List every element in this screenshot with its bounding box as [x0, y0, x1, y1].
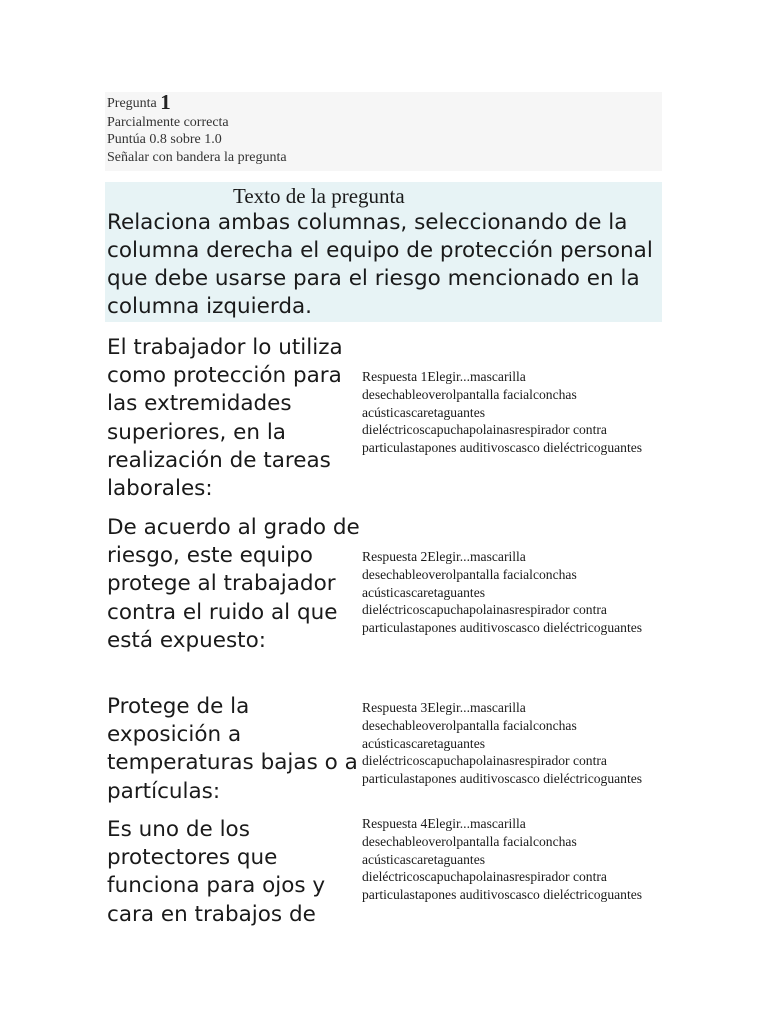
question-word: Pregunta — [107, 96, 157, 111]
question-label — [107, 90, 662, 114]
answer-select-4[interactable]: Respuesta 4Elegir...mascarilla desechableoverolpantalla facialconchas acústicascaretaguantes dieléctricoscapuchapolainasrespirador contra particulastapones auditivoscasco dieléctricoguantes — [362, 816, 643, 903]
match-premise: De acuerdo al grado de riesgo, este equipo protege al trabajador contra el ruido al que está expuesto: — [107, 515, 360, 653]
question-number: 1 — [160, 90, 171, 114]
question-text-heading: Texto de la pregunta — [233, 184, 405, 208]
question-status: Parcialmente correcta — [107, 114, 229, 130]
flag-question-link[interactable]: Señalar con bandera la pregunta — [107, 149, 287, 165]
question-info-panel — [105, 92, 662, 171]
match-premise: El trabajador lo utiliza como protección para las extremidades superiores, en la realización de tareas laborales: — [107, 335, 343, 502]
answer-select-2[interactable]: Respuesta 2Elegir...mascarilla desechableoverolpantalla facialconchas acústicascaretaguantes dieléctricoscapuchapolainasrespirador contra particulastapones auditivoscasco dieléctricoguantes — [362, 549, 643, 636]
question-score: Puntúa 0.8 sobre 1.0 — [107, 132, 222, 147]
match-premise: Es uno de los protectores que funciona para ojos y cara en trabajos de — [107, 817, 326, 927]
answer-select-3[interactable]: Respuesta 3Elegir...mascarilla desechableoverolpantalla facialconchas acústicascaretaguantes dieléctricoscapuchapolainasrespirador contra particulastapones auditivoscasco dieléctricoguantes — [362, 700, 643, 787]
match-premise: Protege de la exposición a temperaturas bajas o a partículas: — [107, 694, 358, 804]
answer-select-1[interactable]: Respuesta 1Elegir...mascarilla desechableoverolpantalla facialconchas acústicascaretaguantes dieléctricoscapuchapolainasrespirador contra particulastapones auditivoscasco dieléctricoguantes — [362, 369, 643, 456]
question-text: Relaciona ambas columnas, seleccionando de la columna derecha el equipo de protección personal que debe usarse para el riesgo mencionado en la columna izquierda. — [107, 210, 653, 319]
question-text-panel — [105, 182, 662, 322]
